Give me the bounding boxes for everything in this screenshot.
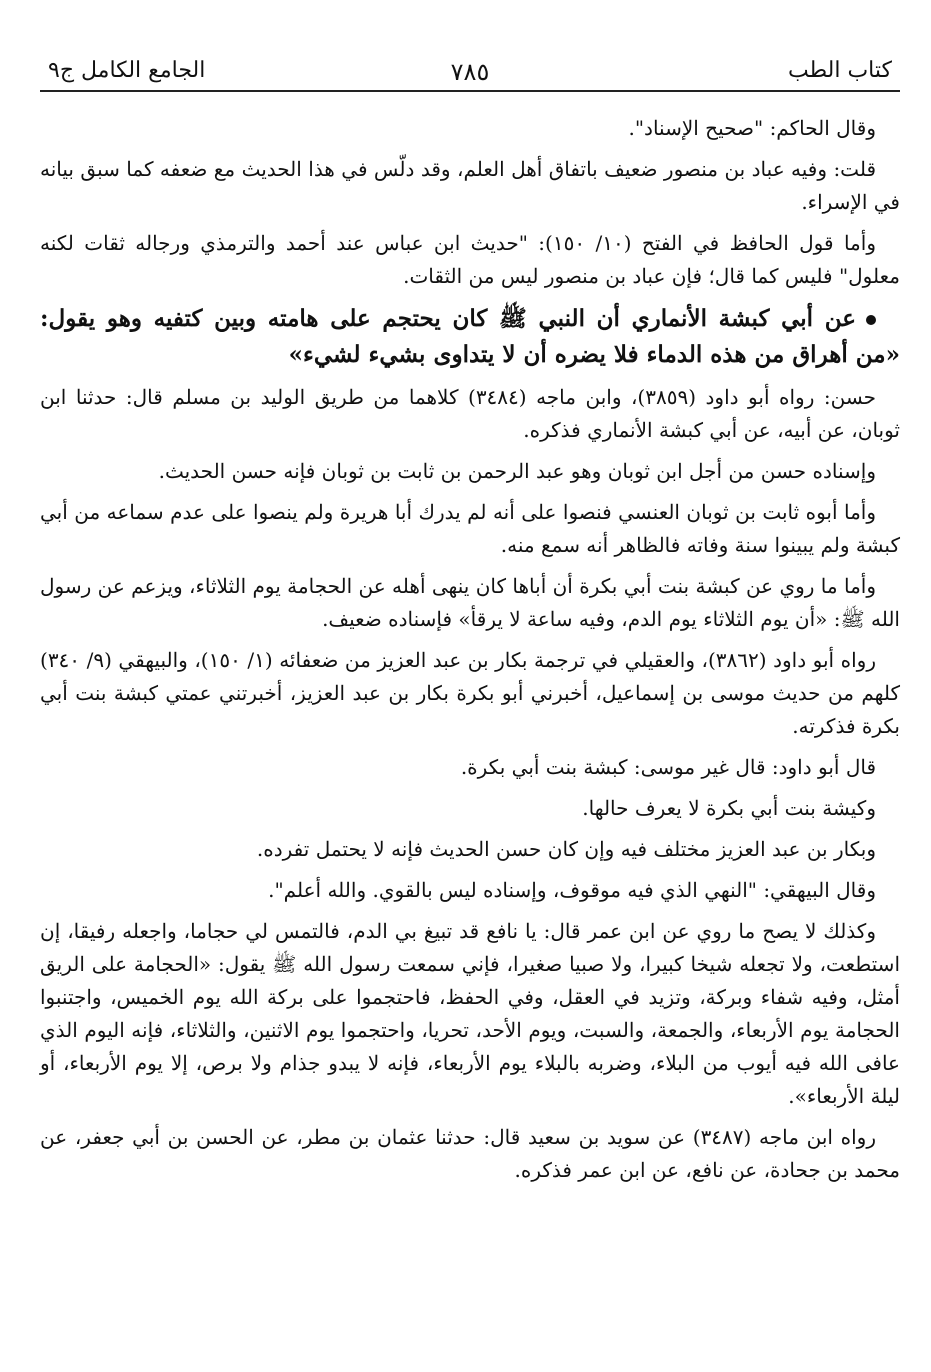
paragraph: حسن: رواه أبو داود (٣٨٥٩)، وابن ماجه (٣٤٨٤) كلاهما من طريق الوليد بن مسلم قال: حدثنا ابن ثوبان، عن أبيه، عن أبي كبشة الأنماري فذكره.	[40, 385, 900, 442]
paragraph: وأما أبوه ثابت بن ثوبان العنسي فنصوا على أنه لم يدرك أبا هريرة ولم ينصوا على عدم سماعه من أبي كبشة ولم يبينوا سنة وفاته فالظاهر أنه سمع منه.	[40, 500, 900, 557]
paragraph: وقال الحاكم: "صحيح الإسناد".	[628, 116, 876, 140]
paragraph: وبكار بن عبد العزيز مختلف فيه وإن كان حسن الحديث فإنه لا يحتمل تفرده.	[256, 837, 876, 861]
paragraph: وكذلك لا يصح ما روي عن ابن عمر قال: يا نافع قد تبيغ بي الدم، فالتمس لي حجاما، واجعله رفيقا، إن استطعت، ولا تجعله شيخا كبيرا، ولا صبيا صغيرا، فإني سمعت رسول الله ﷺ يقول: «الحجامة على الريق أمثل، وفيه شفاء وبركة، وتزيد في العقل، وفي الحفظ، فاحتجموا على بركة الله يوم الخميس، واجتنبوا الحجامة يوم الأربعاء، والجمعة، والسبت، ويوم الأحد، تحريا، واحتجموا يوم الاثنين، والثلاثاء، فإنه اليوم الذي عافى الله فيه أيوب من البلاء، وضربه بالبلاء يوم الأربعاء، فإنه لا يبدو جذام ولا برص، إلا يوم الأربعاء، أو ليلة الأربعاء».	[40, 919, 900, 1108]
document-page	[40, 50, 900, 1350]
hadith-paragraph	[40, 301, 900, 373]
paragraph: قلت: وفيه عباد بن منصور ضعيف باتفاق أهل العلم، وقد دلّس في هذا الحديث مع ضعفه كما سبق بيانه في الإسراء.	[40, 157, 900, 214]
paragraph: رواه أبو داود (٣٨٦٢)، والعقيلي في ترجمة بكار بن عبد العزيز من ضعفائه (١/ ١٥٠)، والبيهقي (٩/ ٣٤٠) كلهم من حديث موسى بن إسماعيل، أخبرني أبو بكرة بكار بن عبد العزيز، أخبرتني عمتي كبشة بنت أبي بكرة فذكرته.	[40, 648, 900, 738]
paragraph: وقال البيهقي: "النهي الذي فيه موقوف، وإسناده ليس بالقوي. والله أعلم".	[268, 878, 876, 902]
paragraph: قال أبو داود: قال غير موسى: كبشة بنت أبي بكرة.	[460, 755, 876, 779]
paragraph: رواه ابن ماجه (٣٤٨٧) عن سويد بن سعيد قال: حدثنا عثمان بن مطر، عن الحسن بن أبي جعفر، عن محمد بن جحادة، عن نافع، عن ابن عمر فذكره.	[40, 1125, 900, 1182]
hadith-text: عن أبي كبشة الأنماري أن النبي ﷺ كان يحتجم على هامته وبين كتفيه وهو يقول: «من أهراق من هذه الدماء فلا يضره أن لا يتداوى بشيء لشيء»	[40, 305, 900, 368]
page-number: ٧٨٥	[450, 58, 490, 86]
book-chapter-title: كتاب الطب	[788, 58, 892, 83]
page-header	[40, 50, 900, 92]
paragraph: وأما قول الحافظ في الفتح (١٠/ ١٥٠): "حديث ابن عباس عند أحمد والترمذي ورجاله ثقات لكنه معلول" فليس كما قال؛ فإن عباد بن منصور ليس من الثقات.	[40, 231, 900, 288]
book-volume-title: الجامع الكامل ج٩	[48, 58, 206, 83]
paragraph: وأما ما روي عن كبشة بنت أبي بكرة أن أباها كان ينهى أهله عن الحجامة يوم الثلاثاء، ويزعم عن رسول الله ﷺ: «أن يوم الثلاثاء يوم الدم، وفيه ساعة لا يرقأ» فإسناده ضعيف.	[40, 574, 900, 631]
bullet-icon	[866, 315, 876, 325]
paragraph: وإسناده حسن من أجل ابن ثوبان وهو عبد الرحمن بن ثابت بن ثوبان فإنه حسن الحديث.	[158, 459, 876, 483]
page-body	[40, 92, 900, 1187]
paragraph: وكيشة بنت أبي بكرة لا يعرف حالها.	[582, 796, 876, 820]
